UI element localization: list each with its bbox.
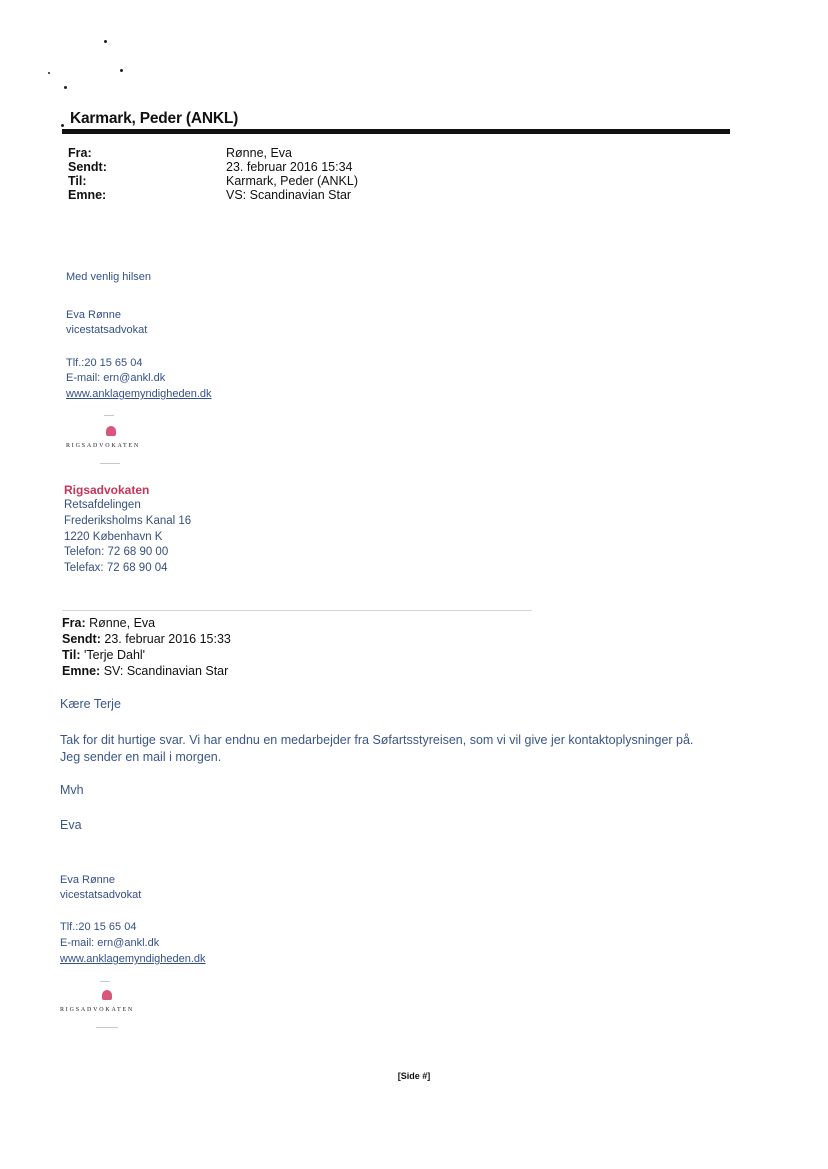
to-label: Til: — [68, 174, 87, 188]
signature-phone: Tlf.:20 15 65 04 — [60, 921, 137, 933]
page-marker: [Side #] — [397, 1071, 431, 1081]
crest-text: RIGSADVOKATEN — [60, 1007, 135, 1013]
signature-name: Eva Rønne — [66, 309, 122, 321]
signature-website-link[interactable]: www.anklagemyndigheden.dk — [60, 953, 206, 965]
subject-value: VS: Scandinavian Star — [226, 188, 352, 202]
message-line-2: Jeg sender en mail i morgen. — [60, 750, 222, 764]
fw-from — [62, 616, 155, 630]
message-salutation: Kære Terje — [60, 697, 121, 711]
scan-speck — [104, 40, 107, 43]
fw-subject-value: SV: Scandinavian Star — [103, 664, 229, 678]
signature-email[interactable]: E-mail: ern@ankl.dk — [66, 372, 166, 384]
message-separator — [62, 610, 532, 611]
message-line-1: Tak for dit hurtige svar. Vi har endnu en medarbejder fra Søfartsstyreisen, som vi vil give jer kontaktoplysninger på. — [60, 733, 694, 747]
signature-email[interactable]: E-mail: ern@ankl.dk — [60, 937, 160, 949]
signature-title: vicestatsadvokat — [66, 324, 148, 336]
fw-to-label: Til: — [62, 648, 81, 662]
org-department: Retsafdelingen — [64, 499, 141, 511]
sent-value: 23. februar 2016 15:34 — [226, 160, 353, 174]
crown-icon — [102, 990, 112, 1000]
scan-speck — [48, 72, 50, 74]
message-closing: Mvh — [60, 783, 84, 797]
crest-line — [104, 415, 114, 416]
message-signoff: Eva — [60, 818, 82, 832]
signature-phone: Tlf.:20 15 65 04 — [66, 357, 143, 369]
fw-sent-label: Sendt: — [62, 632, 101, 646]
crest-text: RIGSADVOKATEN — [66, 443, 141, 449]
scan-speck — [61, 124, 64, 127]
to-value: Karmark, Peder (ANKL) — [226, 174, 358, 188]
org-phone: Telefon: 72 68 90 00 — [64, 546, 169, 558]
sent-label: Sendt: — [68, 160, 107, 174]
fw-from-label: Fra: — [62, 616, 86, 630]
fw-subject-label: Emne: — [62, 664, 101, 678]
org-city: 1220 København K — [64, 531, 163, 543]
fw-from-value: Rønne, Eva — [89, 616, 156, 630]
org-fax: Telefax: 72 68 90 04 — [64, 562, 168, 574]
from-value: Rønne, Eva — [226, 146, 293, 160]
fw-to-value: 'Terje Dahl' — [84, 648, 146, 662]
org-street: Frederiksholms Kanal 16 — [64, 515, 192, 527]
fw-sent — [62, 632, 231, 646]
fw-to — [62, 648, 145, 662]
crest-line — [96, 1027, 118, 1028]
crest-line — [100, 463, 120, 464]
header-rule — [62, 129, 730, 134]
signature-website-link[interactable]: www.anklagemyndigheden.dk — [66, 388, 212, 400]
fw-subject — [62, 664, 228, 678]
scan-speck — [120, 69, 123, 72]
greeting: Med venlig hilsen — [66, 271, 151, 283]
from-label: Fra: — [68, 146, 92, 160]
crown-icon — [106, 426, 116, 436]
org-name: Rigsadvokaten — [64, 483, 150, 497]
fw-sent-value: 23. februar 2016 15:33 — [104, 632, 231, 646]
mailbox-owner: Karmark, Peder (ANKL) — [70, 110, 239, 127]
scan-speck — [64, 86, 67, 89]
signature-title: vicestatsadvokat — [60, 889, 142, 901]
crest-line — [100, 981, 110, 982]
subject-label: Emne: — [68, 188, 107, 202]
signature-name: Eva Rønne — [60, 874, 116, 886]
